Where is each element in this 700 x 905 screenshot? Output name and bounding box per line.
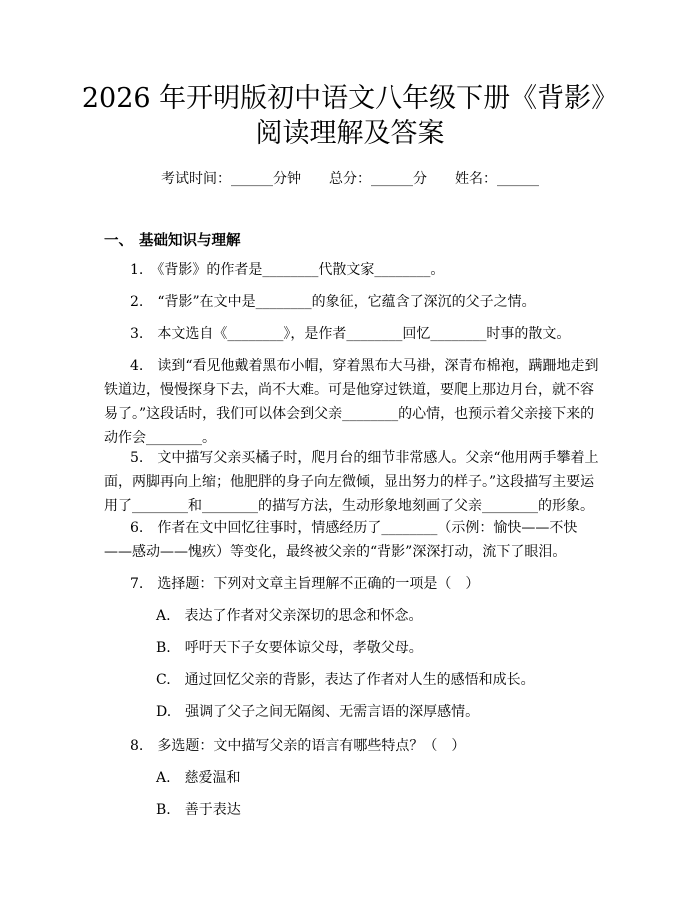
question-6: 6. 作者在文中回忆往事时，情感经历了________（示例：愉快——不快——感动——愧疚）等变化，最终被父亲的“背影”深深打动，流下了眼泪。 xyxy=(104,520,578,560)
section-title: 基础知识与理解 xyxy=(139,232,241,249)
question-1: 1. 《背影》的作者是________代散文家________。 xyxy=(130,262,445,278)
q7-option-c: C. 通过回忆父亲的背影，表达了作者对人生的感悟和成长。 xyxy=(156,672,535,688)
question-8: 8. 多选题：文中描写父亲的语言有哪些特点？（ ） xyxy=(130,738,466,754)
q8-option-b: B. 善于表达 xyxy=(156,802,241,818)
q8-option-a: A. 慈爱温和 xyxy=(156,770,241,786)
q7-option-a: A. 表达了作者对父亲深切的思念和怀念。 xyxy=(156,608,423,624)
section-number: 一、 xyxy=(104,232,133,249)
question-5: 5. 文中描写父亲买橘子时，爬月台的细节非常感人。父亲“他用两手攀着上面，两脚再向上缩；他肥胖的身子向左微倾，显出努力的样子。”这段描写主要运用了________和________的描写方法，生动形象地刻画了父亲________的形象。 xyxy=(104,450,599,514)
question-7: 7. 选择题：下列对文章主旨理解不正确的一项是（ ） xyxy=(130,576,480,592)
exam-info: 考试时间：______分钟 总分：______分 姓名：______ xyxy=(161,171,539,187)
question-2: 2. “背影”在文中是________的象征，它蕴含了深沉的父子之情。 xyxy=(130,294,536,310)
section-heading xyxy=(104,229,241,250)
question-3: 3. 本文选自《________》，是作者________回忆________时事的散文。 xyxy=(130,326,571,342)
q7-option-d: D. 强调了父子之间无隔阂、无需言语的深厚感情。 xyxy=(156,704,480,720)
q7-option-b: B. 呼吁天下子女要体谅父母，孝敬父母。 xyxy=(156,640,423,656)
document-title-line-1: 2026 年开明版初中语文八年级下册《背影》 xyxy=(81,83,619,114)
document-title-line-2: 阅读理解及答案 xyxy=(255,118,445,149)
question-4: 4. 读到“看见他戴着黑布小帽，穿着黑布大马褂，深青布棉袍，蹒跚地走到铁道边，慢慢探身下去，尚不大难。可是他穿过铁道，要爬上那边月台，就不容易了。”这段话时，我们可以体会到父亲________的心情，也预示着父亲接下来的动作会________。 xyxy=(104,358,599,446)
